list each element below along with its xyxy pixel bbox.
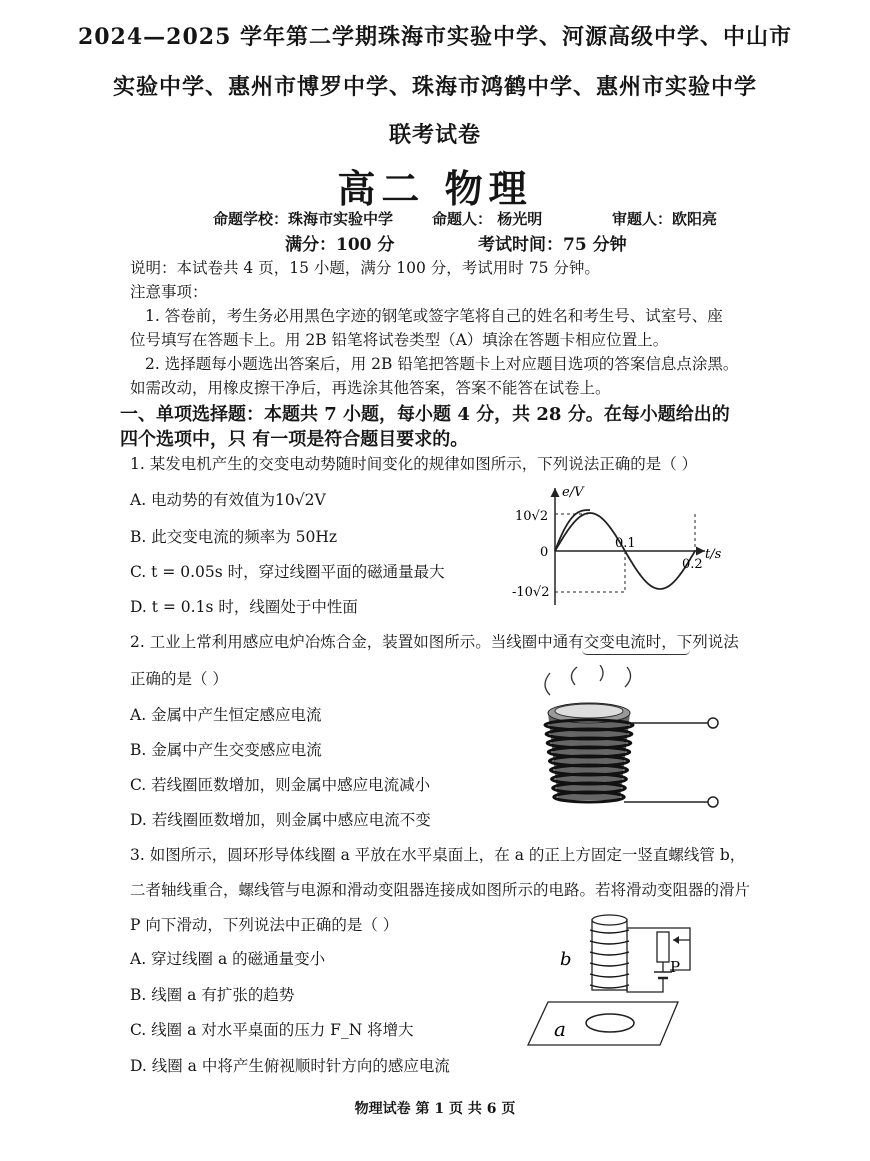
q2-stem-line2: 正确的是（ ） — [130, 670, 228, 688]
setter-school: 命题学校：珠海市实验中学 — [213, 210, 394, 228]
q3-label-b: b — [560, 949, 572, 970]
q3-slider-arrow — [673, 936, 679, 944]
q1-x2-label: 0.2 — [682, 557, 703, 572]
q1-x-label: t/s — [705, 547, 722, 562]
q2-option-b: B. 金属中产生交变感应电流 — [130, 741, 322, 759]
exam-time: 考试时间：75 分钟 — [478, 235, 627, 255]
q1-y-label: e/V — [562, 485, 584, 500]
q2-terminal-bottom — [708, 797, 718, 807]
q3-option-b: B. 线圈 a 有扩张的趋势 — [130, 986, 295, 1004]
section1-heading-line1: 一、单项选择题：本题共 7 小题，每小题 4 分，共 28 分。在每小题给出的 — [120, 404, 730, 425]
q2-option-d: D. 若线圈匝数增加，则金属中感应电流不变 — [130, 811, 431, 829]
q1-origin-label: 0 — [540, 545, 549, 560]
instructions-desc: 说明：本试卷共 4 页，15 小题，满分 100 分，考试用时 75 分钟。 — [130, 259, 600, 277]
full-score: 满分：100 分 — [285, 235, 395, 255]
q3-stem-line1: 3. 如图所示，圆环形导体线圈 a 平放在水平桌面上，在 a 的正上方固定一竖直螺线管 b， — [130, 846, 746, 864]
q1-option-c: C. t = 0.05s 时，穿过线圈平面的磁通量最大 — [130, 563, 445, 581]
q1-emf-graph — [500, 480, 740, 610]
notice-item1-line1: 1. 答卷前，考生务必用黑色字迹的钢笔或签字笔将自己的姓名和考生号、试室号、座 — [145, 307, 723, 325]
q3-label-p: P — [670, 958, 681, 976]
page-footer: 物理试卷 第 1 页 共 6 页 — [354, 1101, 516, 1117]
q1-x1-label: 0.1 — [615, 536, 636, 551]
q2-terminal-top — [708, 718, 718, 728]
q3-label-a: a — [554, 1017, 566, 1041]
q3-solenoid-circuit-figure — [520, 910, 700, 1050]
q3-option-c: C. 线圈 a 对水平桌面的压力 F_N 将增大 — [130, 1021, 414, 1039]
q2-option-c: C. 若线圈匝数增加，则金属中感应电流减小 — [130, 776, 431, 794]
notice-item2-line1: 2. 选择题每小题选出答案后，用 2B 铅笔把答题卡上对应题目选项的答案信息点涂黑。 — [145, 355, 739, 373]
subject-title: 高二 物理 — [337, 166, 533, 211]
q3-stem-line2: 二者轴线重合，螺线管与电源和滑动变阻器连接成如图所示的电路。若将滑动变阻器的滑片 — [130, 881, 751, 899]
q1-ytop-label: 10√2 — [515, 509, 549, 524]
notice-item1-line2: 位号填写在答题卡上。用 2B 铅笔将试卷类型（A）填涂在答题卡相应位置上。 — [130, 331, 669, 349]
notice-item2-line2: 如需改动，用橡皮擦干净后，再选涂其他答案，答案不能答在试卷上。 — [130, 379, 611, 397]
q3-option-d: D. 线圈 a 中将产生俯视顺时针方向的感应电流 — [130, 1057, 450, 1075]
q2-underline-mark — [582, 650, 690, 655]
section1-heading-line2: 四个选项中，只 有一项是符合题目要求的。 — [120, 429, 469, 450]
q1-option-a: A. 电动势的有效值为10√2V — [130, 491, 326, 509]
q1-option-b: B. 此交变电流的频率为 50Hz — [130, 528, 338, 546]
exam-header-line3: 联考试卷 — [388, 122, 481, 148]
exam-header-line1: 2024—2025 学年第二学期珠海市实验中学、河源高级中学、中山市 — [77, 24, 793, 50]
reviewer: 审题人：欧阳亮 — [612, 210, 718, 228]
exam-header-line2: 实验中学、惠州市博罗中学、珠海市鸿鹤中学、惠州市实验中学 — [112, 74, 757, 100]
setter-author: 命题人： 杨光明 — [432, 210, 543, 228]
q1-ybottom-label: -10√2 — [512, 585, 550, 600]
q1-stem: 1. 某发电机产生的交变电动势随时间变化的规律如图所示，下列说法正确的是（ ） — [130, 455, 698, 473]
q2-stem-line1: 2. 工业上常利用感应电炉冶炼合金，装置如图所示。当线圈中通有交变电流时，下列说法 — [130, 633, 739, 651]
q1-option-d: D. t = 0.1s 时，线圈处于中性面 — [130, 598, 358, 616]
q2-induction-furnace-figure — [520, 665, 730, 815]
q3-table-plane — [528, 1002, 678, 1045]
q3-stem-line3: P 向下滑动，下列说法中正确的是（ ） — [130, 916, 399, 934]
q2-option-a: A. 金属中产生恒定感应电流 — [130, 706, 322, 724]
q3-coil-a — [586, 1014, 634, 1032]
q3-option-a: A. 穿过线圈 a 的磁通量变小 — [130, 950, 326, 968]
notice-heading: 注意事项： — [130, 283, 208, 301]
q3-rheostat — [657, 932, 669, 962]
